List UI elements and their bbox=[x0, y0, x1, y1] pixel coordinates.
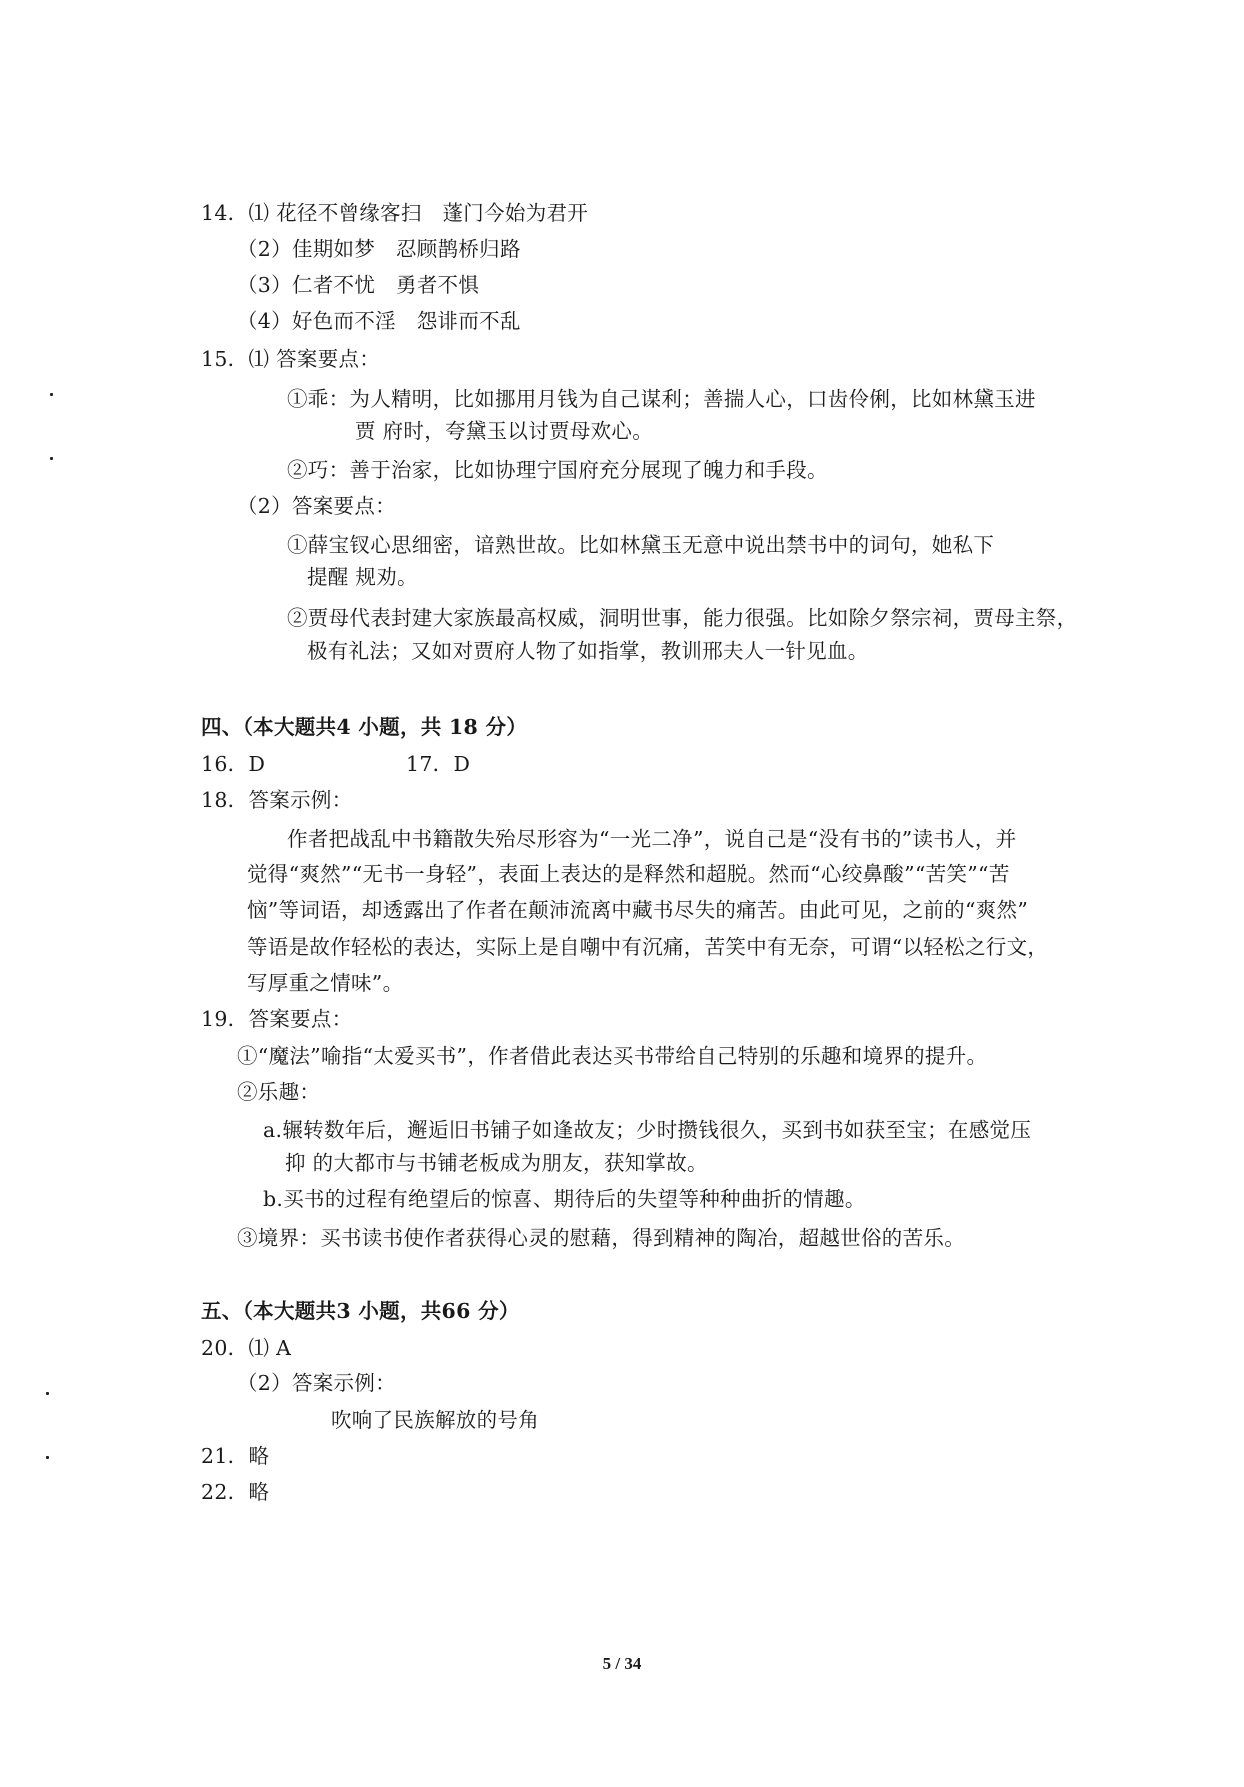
q19-point-2: ②乐趣： bbox=[237, 1080, 321, 1104]
section-5-heading: 五、（本大题共3 小题，共66 分） bbox=[201, 1299, 520, 1323]
q19-point-3: ③境界：买书读书使作者获得心灵的慰藉，得到精神的陶冶，超越世俗的苦乐。 bbox=[237, 1226, 965, 1250]
q15-part1-heading: 15．⑴ 答案要点： bbox=[201, 347, 381, 371]
q18-answer-line1: 作者把战乱中书籍散失殆尽形容为“一光二净”，说自己是“没有书的”读书人，并 bbox=[287, 827, 1017, 851]
q19-heading: 19．答案要点： bbox=[201, 1007, 353, 1031]
scan-speck bbox=[50, 457, 53, 460]
q18-answer-line4: 等语是故作轻松的表达，实际上是自嘲中有沉痛，苦笑中有无奈，可谓“以轻松之行文， bbox=[247, 935, 1049, 959]
q14-part3: （3）仁者不忧 勇者不惧 bbox=[237, 273, 480, 297]
q14-part1: 14．⑴ 花径不曾缘客扫 蓬门今始为君开 bbox=[201, 201, 589, 225]
q15-part1-point-a-line2: 贾 府时，夸黛玉以讨贾母欢心。 bbox=[355, 419, 654, 443]
q18-answer-line2: 觉得“爽然”“无书一身轻”，表面上表达的是释然和超脱。然而“心绞鼻酸”“苦笑”“苦 bbox=[247, 862, 1010, 886]
section-4-heading: 四、（本大题共4 小题，共 18 分） bbox=[201, 715, 528, 739]
q18-answer-line5: 写厚重之情味”。 bbox=[247, 971, 404, 995]
q19-point-2a-line1: a.辗转数年后，邂逅旧书铺子如逢故友；少时攒钱很久，买到书如获至宝；在感觉压 bbox=[263, 1118, 1032, 1142]
q15-part2-point-b-line1: ②贾母代表封建大家族最高权威，洞明世事，能力很强。比如除夕祭宗祠，贾母主祭， bbox=[287, 606, 1078, 630]
q22-answer: 22．略 bbox=[201, 1480, 270, 1504]
q15-part2-point-a-line1: ①薛宝钗心思细密，谙熟世故。比如林黛玉无意中说出禁书中的词句，她私下 bbox=[287, 533, 995, 557]
scan-speck bbox=[46, 1456, 49, 1459]
q15-part1-point-a-line1: ①乖：为人精明，比如挪用月钱为自己谋利；善揣人心，口齿伶俐，比如林黛玉进 bbox=[287, 387, 1036, 411]
page-number: 5 / 34 bbox=[602, 1654, 642, 1673]
q15-part2-point-b-line2: 极有礼法；又如对贾府人物了如指掌，教训邢夫人一针见血。 bbox=[307, 639, 869, 663]
q21-answer: 21．略 bbox=[201, 1444, 270, 1468]
q20-part1: 20．⑴ A bbox=[201, 1336, 292, 1360]
scan-speck bbox=[50, 393, 53, 396]
q18-answer-line3: 恼”等词语，却透露出了作者在颠沛流离中藏书尽失的痛苦。由此可见，之前的“爽然” bbox=[247, 898, 1029, 922]
q15-part2-point-a-line2: 提醒 规劝。 bbox=[307, 565, 418, 589]
q16-answer: 16．D bbox=[201, 752, 266, 776]
q14-part4: （4）好色而不淫 怨诽而不乱 bbox=[237, 309, 521, 333]
q14-part2: （2）佳期如梦 忍顾鹊桥归路 bbox=[237, 237, 521, 261]
q18-heading: 18．答案示例： bbox=[201, 788, 353, 812]
q19-point-2a-line2: 抑 的大都市与书铺老板成为朋友，获知掌故。 bbox=[285, 1151, 708, 1175]
q19-point-1: ①“魔法”喻指“太爱买书”，作者借此表达买书带给自己特别的乐趣和境界的提升。 bbox=[237, 1044, 988, 1068]
q20-part2-heading: （2）答案示例： bbox=[237, 1371, 396, 1395]
q17-answer: 17．D bbox=[406, 752, 471, 776]
scan-speck bbox=[46, 1392, 49, 1395]
q20-part2-answer: 吹响了民族解放的号角 bbox=[331, 1408, 539, 1432]
q15-part2-heading: （2）答案要点： bbox=[237, 494, 396, 518]
q15-part1-point-b: ②巧：善于治家，比如协理宁国府充分展现了魄力和手段。 bbox=[287, 458, 828, 482]
q19-point-2b: b.买书的过程有绝望后的惊喜、期待后的失望等种种曲折的情趣。 bbox=[263, 1187, 866, 1211]
